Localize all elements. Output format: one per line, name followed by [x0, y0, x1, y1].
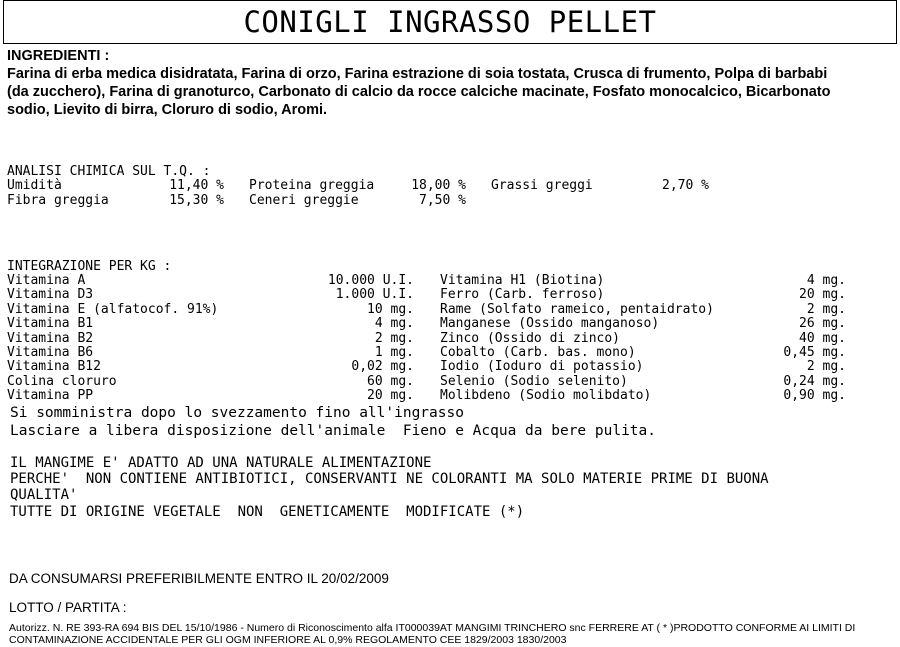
usage-line: Si somministra dopo lo svezzamento fino all'ingrasso [10, 405, 464, 421]
integration-left-value: 60 mg. [367, 373, 414, 389]
analysis-value-umidita: 11,40 % [169, 178, 224, 193]
statement-line: QUALITA' [10, 487, 78, 503]
analysis-value-fibra: 15,30 % [169, 193, 224, 208]
statement-line: PERCHE' NON CONTIENE ANTIBIOTICI, CONSERVANTI NE COLORANTI MA SOLO MATERIE PRIME DI BUONA [10, 471, 769, 487]
integration-right-value: 0,24 mg. [783, 373, 846, 389]
integration-left-label: Colina cloruro [7, 373, 117, 389]
integration-left-label: Vitamina D3 [7, 287, 94, 303]
integration-right-value: 0,90 mg. [783, 388, 846, 404]
ingredients-line: Farina di erba medica disidratata, Farina di orzo, Farina estrazione di soia tostata, Crusca di frumento, Polpa di barbabi [7, 66, 828, 82]
analysis-label-proteina: Proteina greggia [249, 178, 375, 193]
integration-right-label: Cobalto (Carb. bas. mono) [440, 345, 636, 360]
integration-left-label: Vitamina B1 [7, 316, 94, 332]
integration-left-label: Vitamina E (alfatocof. 91%) [7, 301, 219, 317]
integration-left-label: Vitamina B12 [7, 359, 101, 375]
best-before: DA CONSUMARSI PREFERIBILMENTE ENTRO IL 20/02/2009 [9, 571, 389, 586]
integration-right-value: 2 mg. [806, 359, 846, 375]
statement-line: TUTTE DI ORIGINE VEGETALE NON GENETICAMENTE MODIFICATE (*) [10, 504, 525, 520]
integration-right-label: Molibdeno (Sodio molibdato) [440, 388, 652, 404]
ingredients-line: sodio, Lievito di birra, Cloruro di sodio, Aromi. [7, 102, 328, 118]
integration-right-label: Iodio (Ioduro di potassio) [440, 359, 644, 375]
integration-left-value: 1 mg. [374, 345, 414, 360]
integration-heading: INTEGRAZIONE PER KG : [7, 259, 172, 274]
analysis-label-ceneri: Ceneri greggie [249, 193, 359, 208]
integration-left-label: Vitamina B6 [7, 345, 94, 360]
page-title: CONIGLI INGRASSO PELLET [3, 0, 897, 44]
integration-left-value: 10.000 U.I. [327, 273, 414, 288]
analysis-value-grassi: 2,70 % [662, 178, 709, 193]
integration-right-value: 26 mg. [799, 316, 846, 332]
integration-right-value: 4 mg. [806, 273, 846, 288]
statement-line: IL MANGIME E' ADATTO AD UNA NATURALE ALIMENTAZIONE [10, 455, 432, 471]
integration-left-value: 2 mg. [374, 330, 414, 346]
integration-left-value: 1.000 U.I. [335, 287, 414, 303]
lot-label: LOTTO / PARTITA : [9, 600, 127, 615]
ingredients-heading: INGREDIENTI : [7, 48, 110, 64]
integration-right-value: 2 mg. [806, 301, 846, 317]
integration-right-label: Vitamina H1 (Biotina) [440, 273, 605, 288]
integration-left-value: 20 mg. [367, 388, 414, 404]
analysis-label-grassi: Grassi greggi [491, 178, 593, 193]
integration-left-label: Vitamina B2 [7, 330, 94, 346]
integration-left-value: 0,02 mg. [351, 359, 414, 375]
integration-left-label: Vitamina A [7, 273, 86, 288]
ingredients-line: (da zucchero), Farina di granoturco, Carbonato di calcio da rocce calciche macinate, Fosfato monocalcico, Bicarbonato [7, 84, 831, 100]
analysis-heading: ANALISI CHIMICA SUL T.Q. : [7, 164, 211, 179]
integration-right-label: Ferro (Carb. ferroso) [440, 287, 605, 303]
usage-line: Lasciare a libera disposizione dell'animale Fieno e Acqua da bere pulita. [10, 423, 657, 439]
integration-right-label: Rame (Solfato rameico, pentaidrato) [440, 301, 714, 317]
integration-right-label: Selenio (Sodio selenito) [440, 373, 628, 389]
analysis-label-umidita: Umidità [7, 178, 62, 193]
integration-right-value: 20 mg. [799, 287, 846, 303]
integration-right-label: Manganese (Ossido manganoso) [440, 316, 660, 332]
integration-left-value: 10 mg. [367, 301, 414, 317]
integration-right-value: 0,45 mg. [783, 345, 846, 360]
footer-line: CONTAMINAZIONE ACCIDENTALE PER GLI OGM INFERIORE AL 0,9% REGOLAMENTO CEE 1829/2003 1830/2003 [9, 634, 567, 646]
analysis-label-fibra: Fibra greggia [7, 193, 109, 208]
integration-left-value: 4 mg. [374, 316, 414, 332]
integration-left-label: Vitamina PP [7, 388, 94, 404]
footer-line: Autorizz. N. RE 393-RA 694 BIS DEL 15/10/1986 - Numero di Riconoscimento alfa IT000039AT MANGIMI TRINCHERO snc FERRERE AT ( * )PRODOTTO CONFORME AI LIMITI DI [9, 622, 856, 634]
integration-right-value: 40 mg. [799, 330, 846, 346]
integration-right-label: Zinco (Ossido di zinco) [440, 330, 621, 346]
analysis-value-ceneri: 7,50 % [419, 193, 466, 208]
analysis-value-proteina: 18,00 % [411, 178, 466, 193]
